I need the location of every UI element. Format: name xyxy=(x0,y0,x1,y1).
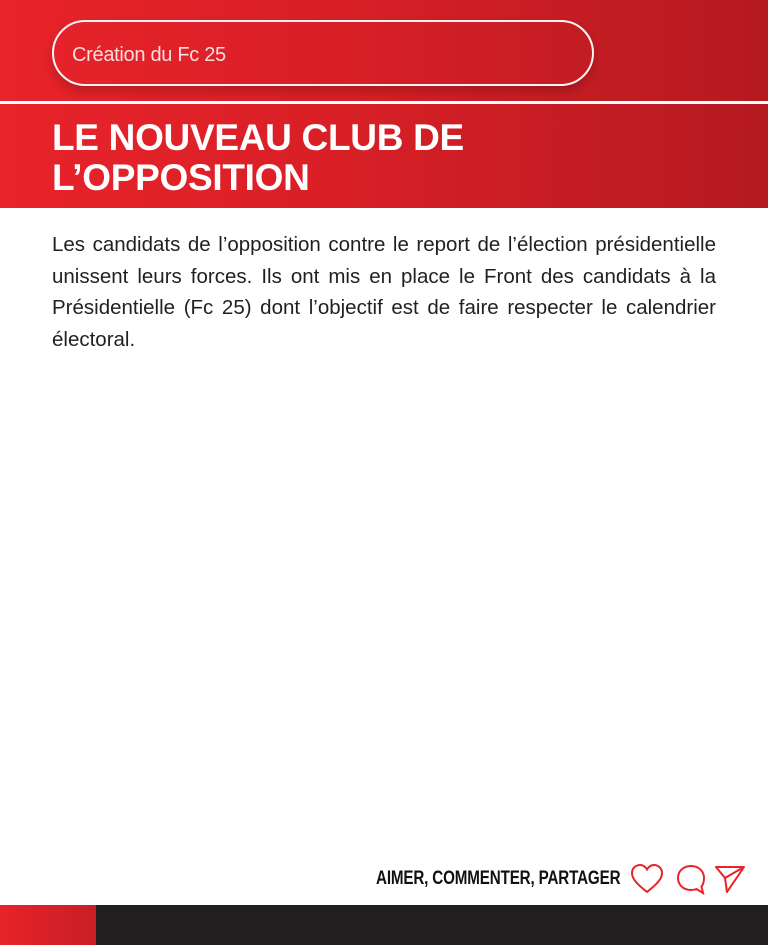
header-divider xyxy=(0,101,768,104)
heart-icon[interactable] xyxy=(629,862,665,896)
footer-bar xyxy=(96,905,768,945)
headline xyxy=(52,118,732,198)
send-icon[interactable] xyxy=(712,862,748,896)
kicker-text: Création du Fc 25 xyxy=(72,44,226,66)
headline-line-1: LE NOUVEAU CLUB DE xyxy=(52,117,464,158)
article-body: Les candidats de l’opposition contre le report de l’élection présidentielle unissent leurs forces. Ils ont mis en place le Front des candidats à la Présidentielle (Fc 25) dont l’objectif est de faire respecter le calendrier électoral. xyxy=(52,233,716,351)
cta-label: AIMER, COMMENTER, PARTAGER xyxy=(376,868,621,889)
comment-icon[interactable] xyxy=(673,862,709,896)
engagement-bar xyxy=(0,860,768,900)
kicker-pill xyxy=(52,20,594,86)
footer-accent-bar xyxy=(0,905,96,945)
header-banner xyxy=(0,0,768,208)
headline-line-2: L’OPPOSITION xyxy=(52,157,310,198)
